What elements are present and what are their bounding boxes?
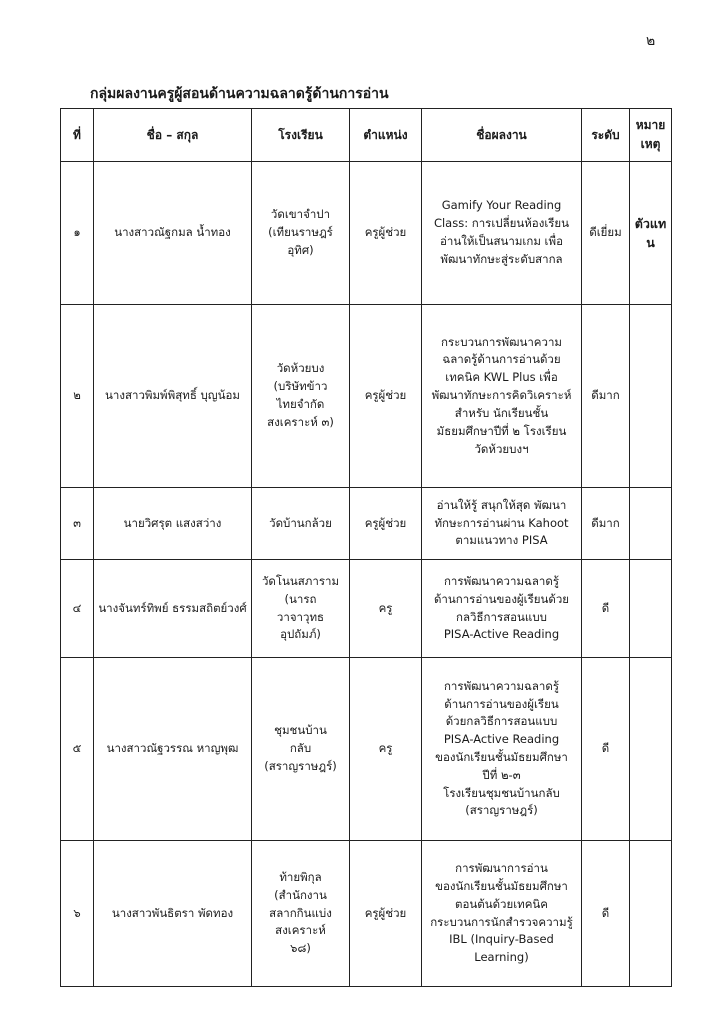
work-line: ปีที่ ๒-๓ bbox=[482, 767, 521, 782]
work-line: ฉลาดรู้ด้านการอ่านด้วย bbox=[442, 352, 561, 367]
cell-school bbox=[252, 488, 350, 560]
work-line: PISA-Active Reading bbox=[443, 732, 560, 747]
cell-work bbox=[422, 841, 582, 987]
school-line: สงเคราะห์ bbox=[275, 923, 326, 938]
cell-work bbox=[422, 488, 582, 560]
work-line: การพัฒนาการอ่าน bbox=[455, 861, 548, 876]
cell-name: นางจันทร์ทิพย์ ธรรมสถิตย์วงศ์ bbox=[94, 560, 252, 658]
cell-work bbox=[422, 305, 582, 488]
cell-name: นางสาวณัฐกมล น้ำทอง bbox=[94, 162, 252, 305]
header-name: ชื่อ – สกุล bbox=[94, 109, 252, 162]
cell-name: นางสาวพันธิตรา พัดทอง bbox=[94, 841, 252, 987]
header-work: ชื่อผลงาน bbox=[422, 109, 582, 162]
work-line: พัฒนาทักษะสู่ระดับสากล bbox=[440, 251, 563, 266]
table-header-row bbox=[61, 109, 672, 162]
work-line: กลวิธีการสอนแบบ bbox=[456, 609, 547, 624]
work-line: ของนักเรียนชั้นมัธยมศึกษา bbox=[435, 750, 568, 764]
work-line: ตามแนวทาง PISA bbox=[455, 533, 548, 548]
cell-level: ดี bbox=[582, 841, 630, 987]
school-line: สลากกินแบ่ง bbox=[269, 905, 332, 920]
work-line: PISA-Active Reading bbox=[443, 627, 560, 642]
table-row bbox=[61, 658, 672, 841]
school-line: กลับ bbox=[289, 741, 312, 756]
work-line: ของนักเรียนชั้นมัธยมศึกษา bbox=[435, 878, 568, 893]
work-line: Learning) bbox=[474, 950, 529, 965]
cell-position: ครูผู้ช่วย bbox=[350, 305, 422, 488]
cell-no: ๑ bbox=[61, 162, 94, 305]
header-position: ตำแหน่ง bbox=[350, 109, 422, 162]
work-line: การพัฒนาความฉลาดรู้ bbox=[443, 573, 560, 588]
school-line: ชุมชนบ้าน bbox=[274, 723, 327, 738]
school-line: วัดโนนสภาราม bbox=[261, 573, 340, 588]
cell-level: ดี bbox=[582, 658, 630, 841]
cell-position: ครูผู้ช่วย bbox=[350, 162, 422, 305]
work-line: กระบวนการพัฒนาความ bbox=[440, 334, 562, 349]
work-line: ตอนต้นด้วยเทคนิค bbox=[455, 896, 548, 911]
cell-no: ๔ bbox=[61, 560, 94, 658]
work-line: อ่านให้เป็นสนามเกม เพื่อ bbox=[440, 234, 563, 248]
school-line: (นารถ bbox=[284, 591, 317, 606]
school-line: (สราญราษฎร์) bbox=[264, 758, 337, 773]
work-line: ด้วยกลวิธีการสอนแบบ bbox=[445, 714, 558, 729]
cell-name: นางสาวพิมพ์พิสุทธิ์ บุญน้อม bbox=[94, 305, 252, 488]
cell-name: นายวิศรุต แสงสว่าง bbox=[94, 488, 252, 560]
cell-school bbox=[252, 305, 350, 488]
table-row bbox=[61, 841, 672, 987]
school-line: ๖๘) bbox=[290, 941, 311, 956]
work-line: โรงเรียนชุมชนบ้านกลับ bbox=[443, 785, 560, 800]
school-line: ท้ายพิกุล bbox=[279, 869, 322, 884]
table-row bbox=[61, 305, 672, 488]
school-line: วัดห้วยบง bbox=[276, 361, 325, 376]
cell-work bbox=[422, 560, 582, 658]
header-note bbox=[630, 109, 672, 162]
works-table bbox=[60, 108, 672, 987]
cell-no: ๕ bbox=[61, 658, 94, 841]
cell-school bbox=[252, 162, 350, 305]
cell-name: นางสาวณัฐวรรณ หาญพุฒ bbox=[94, 658, 252, 841]
cell-work bbox=[422, 162, 582, 305]
cell-school bbox=[252, 658, 350, 841]
header-level: ระดับ bbox=[582, 109, 630, 162]
cell-level: ดีมาก bbox=[582, 488, 630, 560]
cell-level: ดี bbox=[582, 560, 630, 658]
cell-note bbox=[630, 305, 672, 488]
work-line: พัฒนาทักษะการคิดวิเคราะห์ bbox=[431, 388, 572, 403]
work-line: (สราญราษฎร์) bbox=[465, 803, 538, 818]
work-line: สำหรับ นักเรียนชั้น bbox=[454, 405, 549, 420]
cell-position: ครู bbox=[350, 560, 422, 658]
work-line: ด้านการอ่านของผู้เรียนด้วย bbox=[433, 591, 570, 606]
work-line: วัดห้วยบงฯ bbox=[474, 441, 529, 456]
work-line: ทักษะการอ่านผ่าน Kahoot bbox=[434, 515, 569, 530]
school-line: สงเคราะห์ ๓) bbox=[267, 414, 334, 429]
table-row bbox=[61, 560, 672, 658]
school-line: วาจาวุทธ bbox=[276, 609, 325, 624]
school-line: ไทยจำกัด bbox=[276, 397, 325, 411]
work-line: อ่านให้รู้ สนุกให้สุด พัฒนา bbox=[436, 497, 567, 512]
section-title: กลุ่มผลงานครูผู้สอนด้านความฉลาดรู้ด้านการอ่าน bbox=[90, 86, 389, 102]
work-line: ด้านการอ่านของผู้เรียน bbox=[444, 696, 559, 711]
header-school: โรงเรียน bbox=[252, 109, 350, 162]
cell-no: ๓ bbox=[61, 488, 94, 560]
school-line: (บริษัทข้าว bbox=[273, 379, 328, 394]
school-line: (เทียนราษฎร์ bbox=[268, 225, 333, 240]
page-number: ๒ bbox=[646, 33, 656, 49]
school-line: อุปถัมภ์) bbox=[280, 627, 321, 642]
school-line: อุทิศ) bbox=[287, 242, 314, 257]
header-note-line: เหตุ bbox=[640, 137, 661, 151]
work-line: เทคนิค KWL Plus เพื่อ bbox=[445, 370, 558, 385]
cell-school bbox=[252, 560, 350, 658]
work-line: Gamify Your Reading bbox=[441, 198, 562, 213]
school-line: วัดบ้านกล้วย bbox=[269, 515, 332, 530]
cell-note: ตัวแทน bbox=[630, 162, 672, 305]
work-line: มัธยมศึกษาปีที่ ๒ โรงเรียน bbox=[436, 423, 567, 438]
table-row bbox=[61, 162, 672, 305]
cell-position: ครู bbox=[350, 658, 422, 841]
header-no: ที่ bbox=[61, 109, 94, 162]
cell-note bbox=[630, 488, 672, 560]
cell-note bbox=[630, 560, 672, 658]
header-note-line: หมาย bbox=[635, 118, 666, 133]
school-line: วัดเขาจำปา bbox=[270, 207, 331, 222]
cell-position: ครูผู้ช่วย bbox=[350, 488, 422, 560]
cell-no: ๒ bbox=[61, 305, 94, 488]
work-line: IBL (Inquiry-Based bbox=[449, 932, 554, 947]
cell-no: ๖ bbox=[61, 841, 94, 987]
cell-level: ดีมาก bbox=[582, 305, 630, 488]
table-row bbox=[61, 488, 672, 560]
cell-school bbox=[252, 841, 350, 987]
cell-note bbox=[630, 841, 672, 987]
work-line: การพัฒนาความฉลาดรู้ bbox=[443, 678, 560, 693]
cell-work bbox=[422, 658, 582, 841]
school-line: (สำนักงาน bbox=[274, 887, 327, 902]
cell-level: ดีเยี่ยม bbox=[582, 162, 630, 305]
work-line: Class: การเปลี่ยนห้องเรียน bbox=[433, 216, 570, 231]
work-line: กระบวนการนักสำรวจความรู้ bbox=[430, 914, 573, 929]
cell-position: ครูผู้ช่วย bbox=[350, 841, 422, 987]
cell-note bbox=[630, 658, 672, 841]
